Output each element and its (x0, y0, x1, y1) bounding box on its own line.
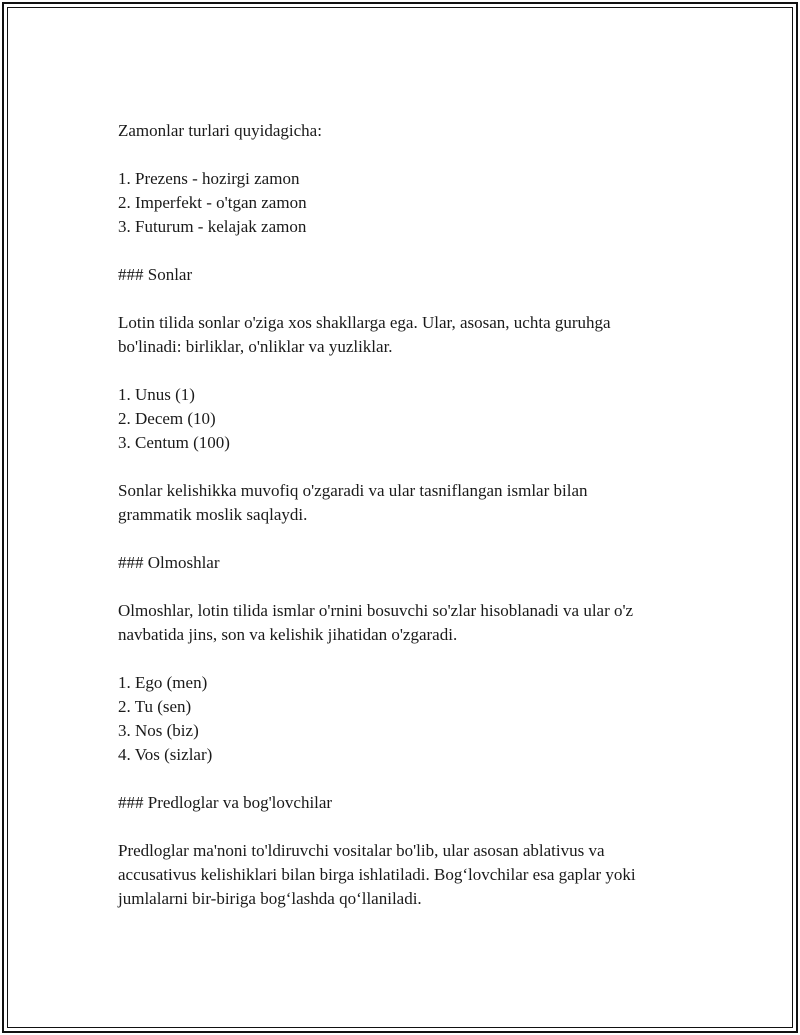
paragraph (118, 839, 698, 911)
numbered-list (118, 167, 698, 239)
list-item: 4. Vos (sizlar) (118, 745, 213, 764)
paragraph-gap (118, 287, 698, 311)
paragraph-line: navbatida jins, son va kelishik jihatidan o'zgaradi. (118, 625, 458, 644)
list-item: 1. Prezens - hozirgi zamon (118, 169, 300, 188)
paragraph-line: accusativus kelishiklari bilan birga ishlatiladi. Bog‘lovchilar esa gaplar yoki (118, 865, 636, 884)
heading-text: ### Sonlar (118, 265, 193, 284)
list-item: 1. Ego (men) (118, 673, 208, 692)
paragraph-gap (118, 815, 698, 839)
list-item: 3. Futurum - kelajak zamon (118, 217, 307, 236)
list-item: 3. Nos (biz) (118, 721, 199, 740)
paragraph-line: Sonlar kelishikka muvofiq o'zgaradi va ular tasniflangan ismlar bilan (118, 481, 588, 500)
paragraph-line: Olmoshlar, lotin tilida ismlar o'rnini bosuvchi so'zlar hisoblanadi va ular o'z (118, 601, 634, 620)
numbered-list (118, 383, 698, 455)
document-body (118, 119, 698, 911)
paragraph (118, 119, 698, 143)
paragraph-line: Predloglar ma'noni to'ldiruvchi vositalar bo'lib, ular asosan ablativus va (118, 841, 605, 860)
paragraph-gap (118, 143, 698, 167)
paragraph-gap (118, 455, 698, 479)
heading-text: ### Predloglar va bog'lovchilar (118, 793, 333, 812)
section-heading (118, 551, 698, 575)
list-item: 2. Tu (sen) (118, 697, 192, 716)
list-item: 3. Centum (100) (118, 433, 230, 452)
paragraph-line: jumlalarni bir-biriga bog‘lashda qo‘llaniladi. (118, 889, 422, 908)
paragraph-gap (118, 647, 698, 671)
paragraph-gap (118, 767, 698, 791)
paragraph-line: bo'linadi: birliklar, o'nliklar va yuzliklar. (118, 337, 393, 356)
paragraph (118, 599, 698, 647)
section-heading (118, 263, 698, 287)
list-item: 2. Decem (10) (118, 409, 216, 428)
list-item: 1. Unus (1) (118, 385, 195, 404)
paragraph-gap (118, 575, 698, 599)
list-item: 2. Imperfekt - o'tgan zamon (118, 193, 307, 212)
paragraph-gap (118, 527, 698, 551)
paragraph-line: grammatik moslik saqlaydi. (118, 505, 308, 524)
paragraph (118, 479, 698, 527)
section-heading (118, 791, 698, 815)
paragraph-gap (118, 239, 698, 263)
heading-text: ### Olmoshlar (118, 553, 220, 572)
numbered-list (118, 671, 698, 767)
paragraph-line: Zamonlar turlari quyidagicha: (118, 121, 322, 140)
paragraph-gap (118, 359, 698, 383)
paragraph-line: Lotin tilida sonlar o'ziga xos shakllarga ega. Ular, asosan, uchta guruhga (118, 313, 611, 332)
paragraph (118, 311, 698, 359)
